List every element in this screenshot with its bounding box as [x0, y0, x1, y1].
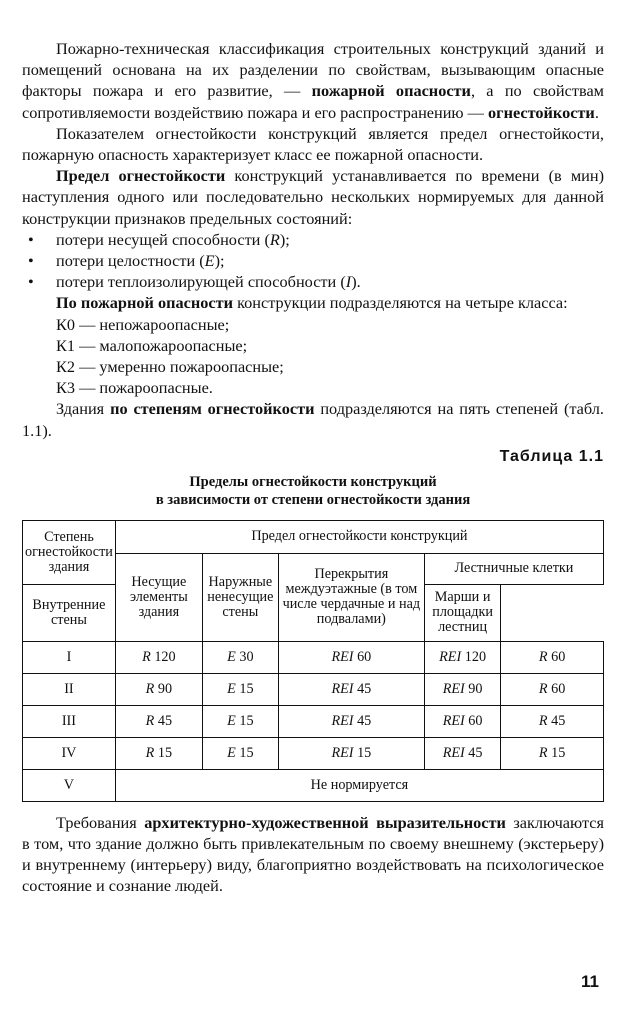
paragraph-hazard-classes: По пожарной опасности конструкции подразделяются на четыре класса: — [56, 293, 568, 313]
header-floors: Перекрытия междуэтажные (в том числе чердачные и над подвалами) — [278, 553, 424, 641]
limit-states-list — [22, 229, 604, 293]
term-limit: Предел огнестойкости — [56, 166, 226, 186]
term-fire-resistance: огнестойкости — [488, 102, 595, 122]
paragraph-limit: Предел огнестойкости конструкций устанавливается по времени (в мин) наступления одного или последовательно нескольких нормируемых для данной конструкции признаков предельных состояний: — [22, 166, 604, 228]
term-architecture: архитектурно-художественной выразительности — [144, 812, 506, 832]
list-item: • потери несущей способности (R); — [22, 229, 604, 250]
header-inner-walls: Внутренние стены — [23, 584, 116, 641]
header-load-bearing: Несущие элементы здания — [115, 553, 202, 641]
header-outer-walls: Наружные ненесущие стены — [202, 553, 278, 641]
table-row: I R 120 E 30 REI 60 REI 120 R 60 — [23, 641, 604, 673]
term-fire-hazard: пожарной опасности — [311, 81, 471, 101]
hazard-class-k2: К2 — умеренно пожароопасные; — [56, 357, 284, 377]
table-row: IV R 15 E 15 REI 15 REI 45 R 15 — [23, 737, 604, 769]
header-limit: Предел огнестойкости конструкций — [115, 520, 603, 553]
header-flights: Марши и площадки лестниц — [424, 584, 500, 641]
hazard-class-k1: К1 — малопожароопасные; — [56, 335, 248, 355]
paragraph-indicator: Показателем огнестойкости конструкций является предел огнестойкости, пожарную опасность характеризует класс ее пожарной опасности. — [22, 123, 604, 165]
table-row: III R 45 E 15 REI 45 REI 60 R 45 — [23, 705, 604, 737]
table-title: Пределы огнестойкости конструкций в зависимости от степени огнестойкости здания — [155, 473, 471, 508]
fire-resistance-table — [22, 520, 604, 802]
paragraph-classification: Пожарно-техническая классификация строительных конструкций зданий и помещений основана на их разделении по свойствам, вызывающим опасные факторы пожара и его развитие, — пожарной опасности, а по свойствам сопротивляемости воздействию пожара и его распространению — огнестойкости. — [22, 39, 604, 122]
page-body — [22, 38, 604, 897]
header-degree: Степень огнестойкости здания — [23, 520, 116, 584]
table-row: II R 90 E 15 REI 45 REI 90 R 60 — [23, 673, 604, 705]
header-stairs: Лестничные клетки — [424, 553, 603, 584]
list-item: • потери целостности (E); — [22, 250, 604, 271]
hazard-class-k0: К0 — непожароопасные; — [56, 314, 230, 334]
hazard-class-k3: К3 — пожароопасные. — [56, 378, 213, 398]
paragraph-architecture: Требования архитектурно-художественной выразительности заключаются в том, что здание должно быть привлекательным по своему внешнему (экстерьеру) и внутреннему (интерьеру) виду, благоприятно воздействовать на психологическое состояние и сознание людей. — [22, 812, 604, 896]
term-hazard: По пожарной опасности — [56, 293, 233, 313]
table-label: Таблица 1.1 — [499, 447, 604, 465]
list-item: • потери теплоизолирующей способности (I). — [22, 271, 604, 292]
paragraph-degrees: Здания по степеням огнестойкости подразделяются на пять степеней (табл. 1.1). — [22, 399, 604, 440]
term-degrees: по степеням огнестойкости — [110, 399, 315, 419]
table-row: V Не нормируется — [23, 769, 604, 801]
page-number: 11 — [581, 972, 599, 991]
